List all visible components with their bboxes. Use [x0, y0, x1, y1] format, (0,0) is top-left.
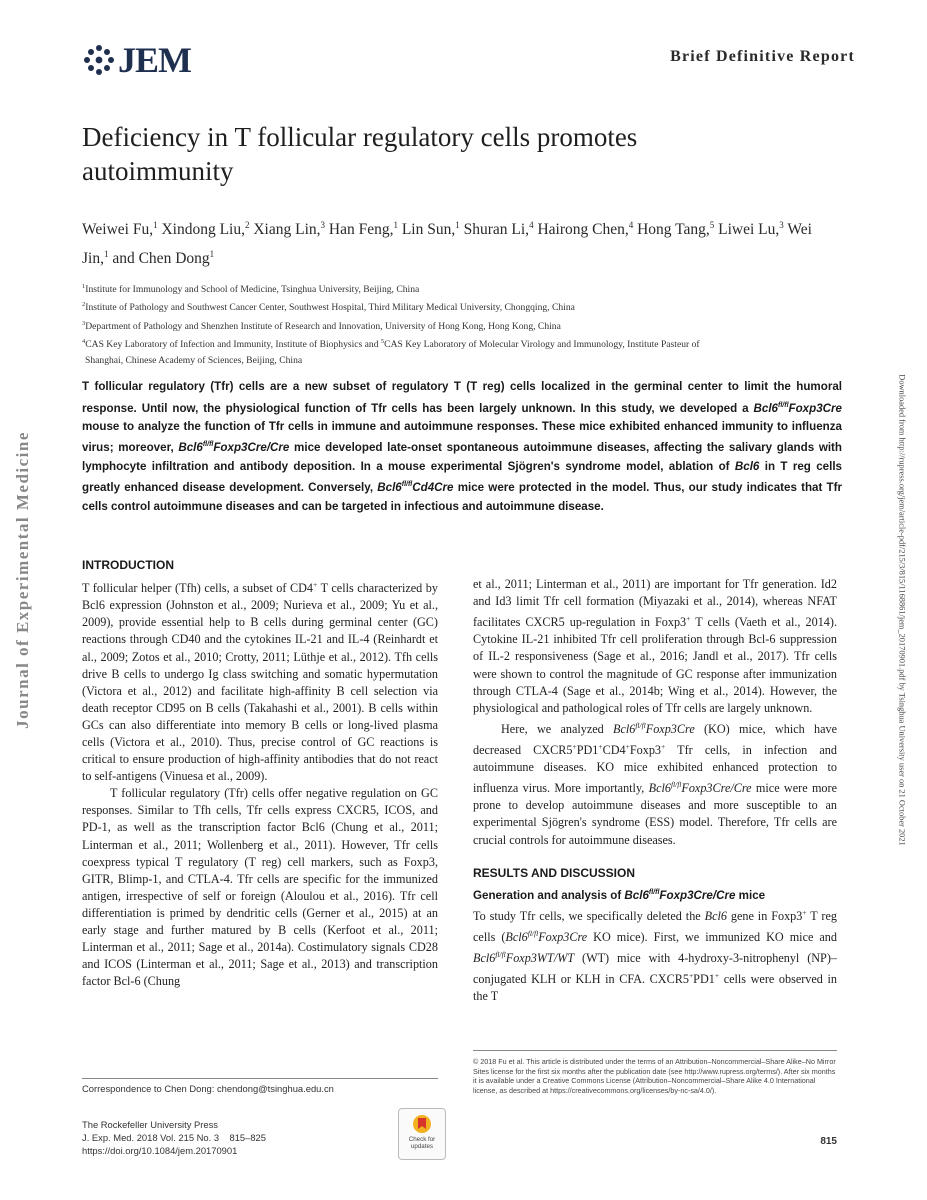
jem-dots-logo-icon — [82, 43, 116, 77]
author-affiliation-mark: 1 — [455, 220, 460, 230]
subsection-heading: Generation and analysis of $Bcl6^{fl/fl}Foxp3Cre$/Cre mice — [473, 888, 766, 902]
author-affiliation-mark: 1 — [209, 249, 215, 260]
affiliation: $^4$CAS Key Laboratory of Infection and Immunity, Institute of Biophysics and $^5$CAS Key Laboratory of Molecular Virology and Immunology, Institute Pasteur of — [82, 338, 700, 351]
author-affiliation-mark: 4 — [529, 220, 534, 230]
journal-logo — [82, 40, 191, 80]
journal-logo-text: JEM — [118, 40, 191, 80]
paragraph: To study Tfr cells, we specifically deleted the Bcl6 gene in Foxp3+ T reg cells ($Bcl6^{fl/fl}Foxp3Cre$ KO mice). First, we immunized KO mice and $Bcl6^{fl/fl}Foxp3WT/WT$ (WT) mice with 4-hydroxy-3-nitrophenyl (NP)–conjugated KLH or KLH in CFA. CXCR5+PD1+ cells were observed in the T — [473, 907, 837, 1004]
report-type: Brief Definitive Report — [670, 48, 855, 65]
section-heading: INTRODUCTION — [82, 558, 174, 572]
author-affiliation-mark: 3 — [779, 220, 784, 230]
author-name: Han Feng, — [328, 221, 394, 239]
publication-info — [82, 1118, 266, 1158]
affiliations — [82, 279, 842, 368]
author-name: Wei Jin, — [82, 221, 812, 268]
badge-label: Check for updates — [408, 1136, 436, 1150]
side-journal-name: Journal of Experimental Medicine — [13, 431, 32, 729]
paragraph: T follicular helper (Tfh) cells, a subset of CD4+ T cells characterized by Bcl6 expression (Johnston et al., 2009; Nurieva et al., 2009; Yu et al., 2009), provide essential help to B cells during germinal center (GC) reactions through CD40 and the cytokines IL-21 and IL-4 (Reinhardt et al., 2009; Zotos et al., 2010; Crotty, 2011; Lüthje et al., 2012). Tfh cells drive B cells to undergo Ig class switching and somatic hypermutation (Victora et al., 2012) and facilitate high-affinity B cell selection via death receptor CD95 on B cells (Takahashi et al., 2001). B cells within GCs can also differentiate into memory B cells or long-lived plasma cells (Victora et al., 2010). Thus, precise control of GC reactions is critical to ensure production of high-affinity antibodies that do not react to self-antigens (Vinuesa et al., 2009). — [82, 580, 438, 784]
author-affiliation-mark: 1 — [103, 249, 109, 260]
author-name: Xiang Lin, — [253, 221, 321, 239]
author-name: Weiwei Fu, — [82, 221, 154, 239]
article-title: Deficiency in T follicular regulatory cells promotes autoimmunity — [82, 122, 638, 186]
author-list — [82, 213, 842, 271]
page-number: 815 — [820, 1136, 837, 1147]
author-name: Liwei Lu, — [718, 221, 780, 239]
correspondence: Correspondence to Chen Dong: chendong@tsinghua.edu.cn — [82, 1078, 438, 1094]
citation: J. Exp. Med. 2018 Vol. 215 No. 3 815–825 — [82, 1132, 266, 1144]
check-for-updates-badge[interactable] — [398, 1108, 446, 1160]
check-for-updates-icon — [412, 1114, 432, 1134]
author-affiliation-mark: 1 — [393, 220, 398, 230]
body-column-left — [82, 557, 438, 990]
author-name: Xindong Liu, — [161, 221, 245, 239]
publisher: The Rockefeller University Press — [82, 1119, 218, 1130]
affiliation: $^3$Department of Pathology and Shenzhen Institute of Research and Innovation, University of Hong Kong, Hong Kong, China — [82, 319, 561, 332]
affiliation: $^1$Institute for Immunology and School of Medicine, Tsinghua University, Beijing, China — [82, 283, 420, 296]
abstract: T follicular regulatory (Tfr) cells are a new subset of regulatory T (T reg) cells localized in the germinal center to limit the humoral response. Until now, the physiological function of Tfr cells has been largely unknown. In this study, we developed a $Bcl6^{fl/fl}Foxp3Cre$ mouse to analyze the function of Tfr cells in immune and autoimmune responses. These mice exhibited enhanced immunity to influenza virus; moreover, $Bcl6^{fl/fl}Foxp3Cre$/Cre mice developed late-onset spontaneous autoimmune diseases, affecting the salivary glands with lymphocyte infiltration and antibody deposition. In a mouse experimental Sjögren's syndrome model, ablation of Bcl6 in T reg cells greatly enhanced disease development. Conversely, $Bcl6^{fl/fl}Cd4Cre$ mice were protected in the model. Thus, our study indicates that Tfr cells control autoimmune diseases and can be targeted in infectious and autoimmune disease. — [82, 380, 843, 513]
author-affiliation-mark: 1 — [153, 220, 158, 230]
author-affiliation-mark: 5 — [709, 220, 715, 230]
author-affiliation-mark: 2 — [244, 220, 250, 230]
paragraph: T follicular regulatory (Tfr) cells offer negative regulation on GC responses. Similar to Tfh cells, Tfr cells express CXCR5, ICOS, and PD-1, as well as the transcription factor Bcl6 (Chung et al., 2011; Linterman et al., 2011; Wollenberg et al., 2011). However, Tfr cells coexpress typical T regulatory (T reg) cell markers, such as Foxp3, GITR, Blimp-1, and CTLA-4. Tfr cells are specific for the immunized antigen, irrespective of self or foreign (Aloulou et al., 2016). Tfr cell differentiation is primed by dendritic cells (Gerner et al., 2015) at an early stage and further matured by B cells (Kerfoot et al., 2011; Linterman et al., 2011; Sage et al., 2014a). Costimulatory signals CD28 and ICOS (Linterman et al., 2011; Sage et al., 2013) and transcription factor Bcl-6 (Chung — [82, 786, 438, 989]
author-name: Hairong Chen, — [537, 221, 629, 239]
paragraph: Here, we analyzed $Bcl6^{fl/fl}Foxp3Cre$ (KO) mice, which have decreased CXCR5+PD1+CD4+Foxp3+ Tfr cells, in infection and autoimmune diseases. KO mice exhibited enhanced protection to influenza virus. More importantly, $Bcl6^{fl/fl}Foxp3Cre$/Cre mice were more prone to develop autoimmune diseases and more susceptible to an experimental Sjögren's syndrome (ESS) model. Therefore, Tfr cells are crucial controls for autoimmune diseases. — [473, 720, 837, 847]
affiliation: $^2$Institute of Pathology and Southwest Cancer Center, Southwest Hospital, Third Military Medical University, Chongqing, China — [82, 301, 575, 314]
author-name: Shuran Li, — [463, 221, 530, 239]
section-heading: RESULTS AND DISCUSSION — [473, 865, 636, 880]
body-column-right — [473, 576, 837, 1005]
affiliation-continued: Shanghai, Chinese Academy of Sciences, Beijing, China — [85, 354, 303, 366]
paragraph: et al., 2011; Linterman et al., 2011) are important for Tfr generation. Id2 and Id3 limit Tfr cell formation (Miyazaki et al., 2014), whereas NFAT facilitates CXCR5 up-regulation in Foxp3+ T cells (Vaeth et al., 2014). Cytokine IL-21 inhibited Tfr cell proliferation through Bcl-6 suppression of IL-2 responsiveness (Sage et al., 2016; Jandl et al., 2017). Tfr cells were shown to control the magnitude of GC response after immunization through CTLA-4 (Sage et al., 2014b; Wing et al., 2014). However, the physiological and pathological roles of Tfr cells are largely unknown. — [473, 577, 837, 715]
doi-link[interactable]: https://doi.org/10.1084/jem.20170901 — [82, 1145, 238, 1157]
license-note: © 2018 Fu et al. This article is distributed under the terms of an Attribution–Noncommercial–Share Alike–No Mirror Sites license for the first six months after the publication date (see http://www.rupress.org/terms/). After six months it is available under a Creative Commons License (Attribution–Noncommercial–Share Alike 4.0 International license, as described at https://creativecommons.org/licenses/by-nc-sa/4.0/). — [473, 1050, 837, 1095]
author-name: Lin Sun, — [401, 221, 456, 239]
author-name: and Chen Dong — [112, 250, 210, 268]
side-download-note: Downloaded from http://rupress.org/jem/article-pdf/215/3/815/1168861/jem_20170901.pdf by Tsinghua University user on 21 October 2021 — [897, 374, 907, 846]
author-affiliation-mark: 4 — [628, 220, 634, 230]
author-name: Hong Tang, — [637, 221, 710, 239]
author-affiliation-mark: 3 — [320, 220, 326, 230]
